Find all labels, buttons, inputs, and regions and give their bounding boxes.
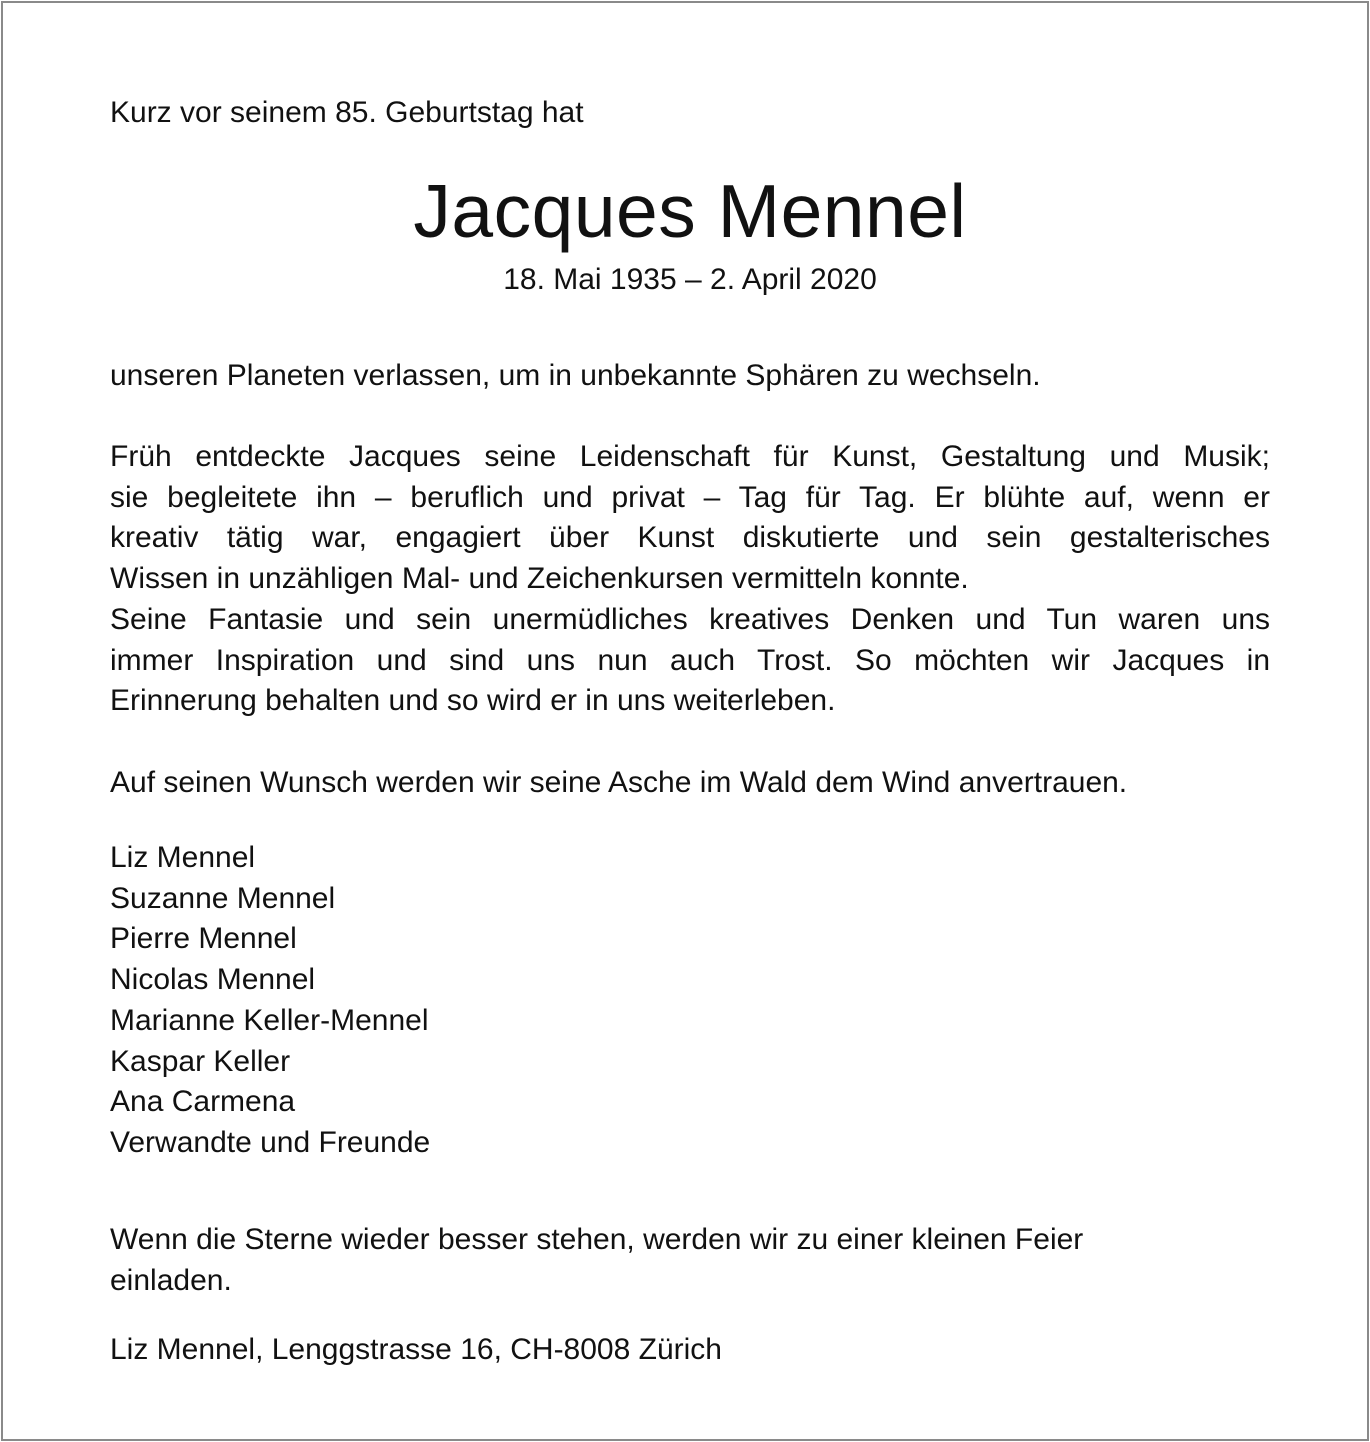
paragraph-line: Wissen in unzähligen Mal- und Zeichenkursen vermitteln konnte. (110, 562, 969, 596)
mourner-name: Kaspar Keller (110, 1044, 291, 1078)
deceased-name: Jacques Mennel (413, 169, 967, 253)
obituary-frame (1, 1, 1369, 1441)
mourner-name: Ana Carmena (110, 1085, 296, 1119)
intro-text: Kurz vor seinem 85. Geburtstag hat (110, 96, 584, 129)
departure-text: unseren Planeten verlassen, um in unbekannte Sphären zu wechseln. (110, 359, 1041, 392)
celebration-line-2: einladen. (110, 1264, 232, 1297)
paragraph-line: sie begleitete ihn – beruflich und privat – Tag für Tag. Er blühte auf, wenn er (110, 480, 1270, 514)
mourner-name: Liz Mennel (110, 841, 256, 874)
paragraph-passion (110, 437, 1270, 722)
paragraph-line: Erinnerung behalten und so wird er in uns weiterleben. (110, 684, 836, 718)
wish-text: Auf seinen Wunsch werden wir seine Asche im Wald dem Wind anvertrauen. (110, 766, 1128, 799)
paragraph-line: immer Inspiration und sind uns nun auch Trost. So möchten wir Jacques in (110, 643, 1270, 677)
celebration-line-1: Wenn die Sterne wieder besser stehen, werden wir zu einer kleinen Feier (110, 1223, 1084, 1256)
contact-address: Liz Mennel, Lenggstrasse 16, CH-8008 Zürich (110, 1333, 722, 1366)
mourner-name: Pierre Mennel (110, 922, 297, 956)
paragraph-line: Früh entdeckte Jacques seine Leidenschaft für Kunst, Gestaltung und Musik; (110, 440, 1270, 473)
mourner-name: Verwandte und Freunde (110, 1125, 431, 1159)
mourner-name: Nicolas Mennel (110, 963, 316, 997)
mourners-list (110, 838, 430, 1164)
paragraph-line: Seine Fantasie und sein unermüdliches kreatives Denken und Tun waren uns (110, 602, 1270, 636)
mourner-name: Suzanne Mennel (110, 881, 336, 915)
paragraph-line: kreativ tätig war, engagiert über Kunst diskutierte und sein gestalterisches (110, 521, 1270, 555)
mourner-name: Marianne Keller-Mennel (110, 1003, 429, 1037)
life-dates: 18. Mai 1935 – 2. April 2020 (503, 263, 877, 296)
